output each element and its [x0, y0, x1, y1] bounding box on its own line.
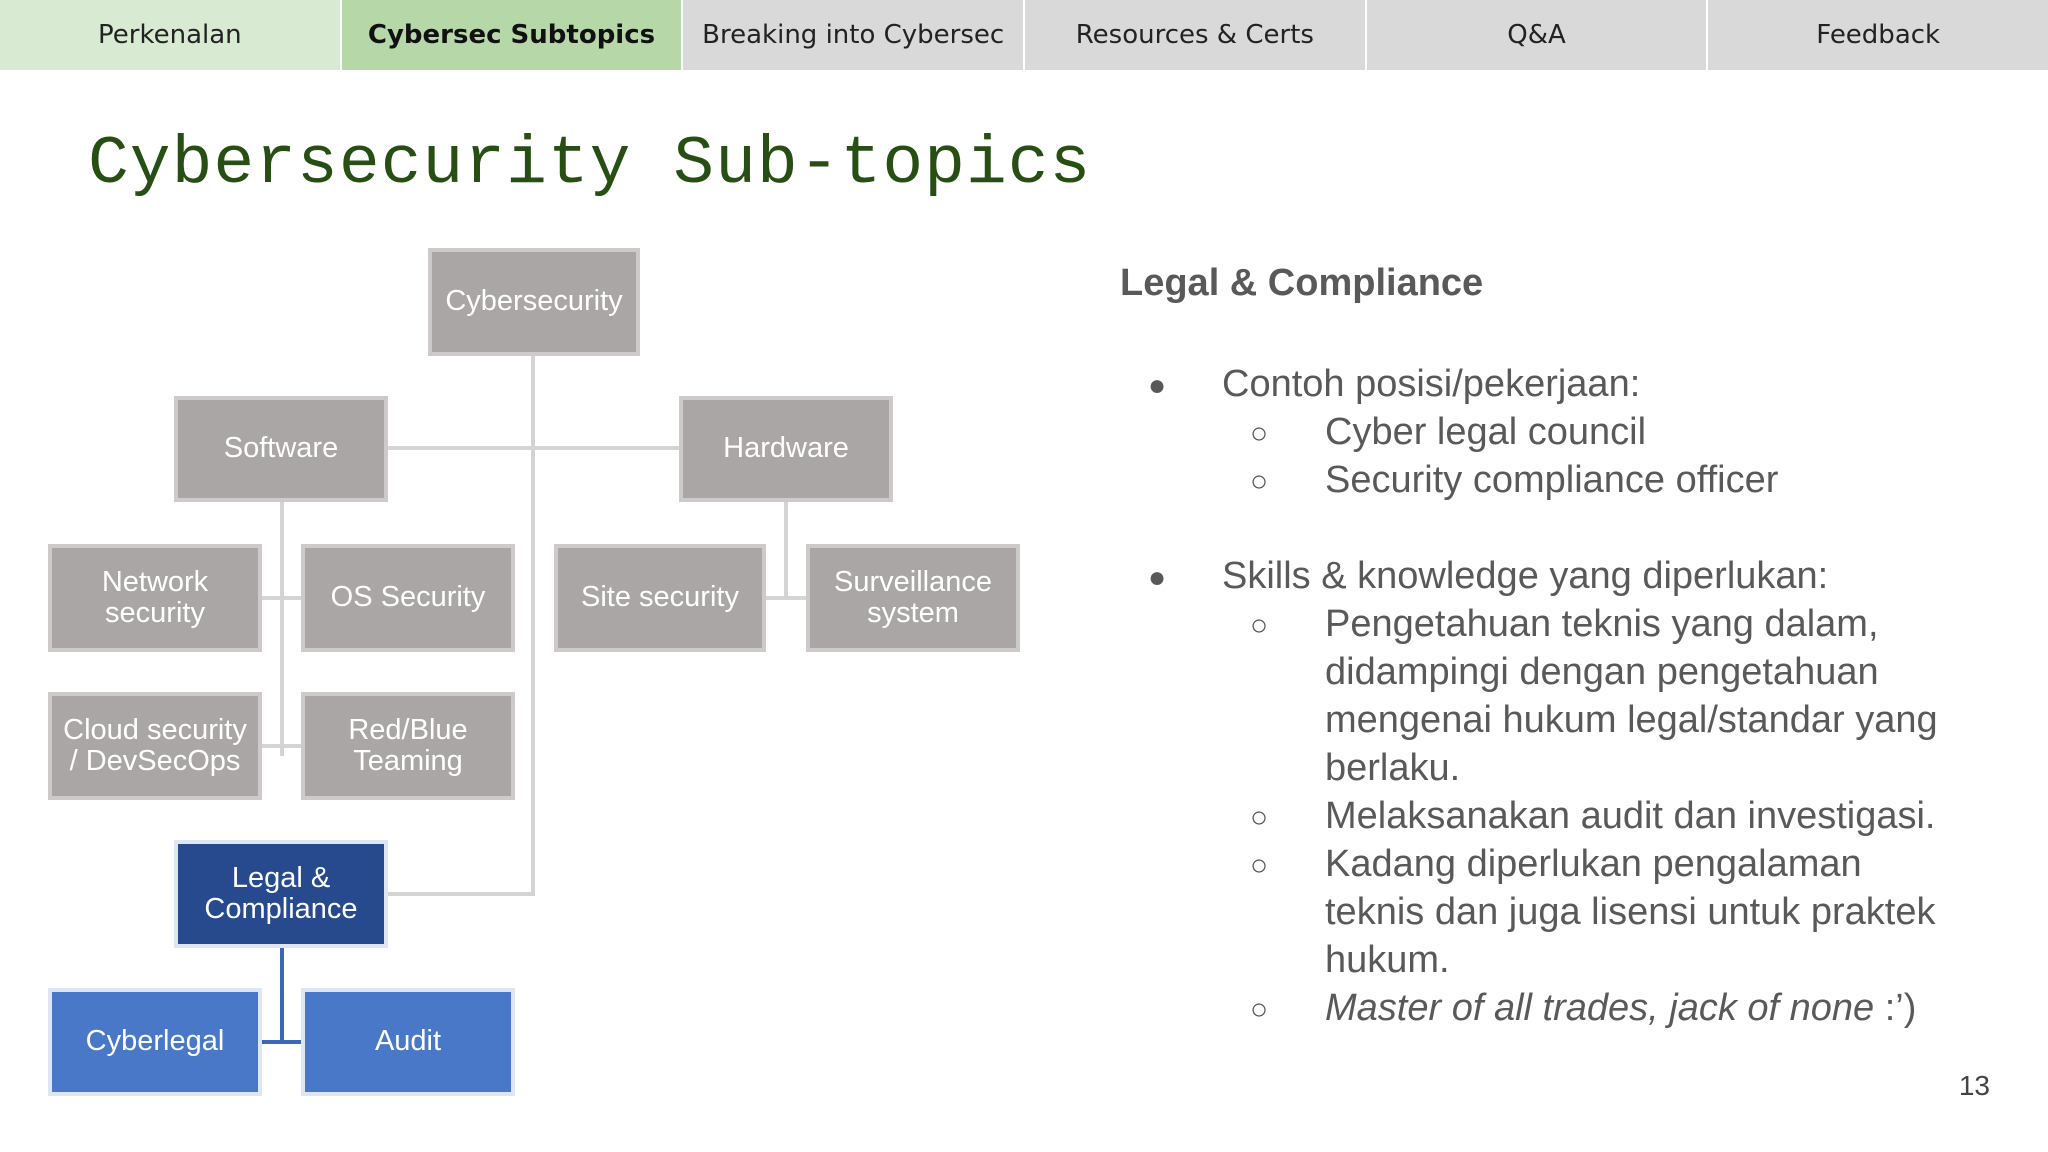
- connector-line: [386, 446, 682, 450]
- connector-line: [764, 596, 808, 600]
- sub-bullet-text: Pengetahuan teknis yang dalam,: [1325, 603, 1879, 645]
- tab-cybersec-subtopics[interactable]: Cybersec Subtopics: [342, 0, 684, 70]
- node-software: Software: [174, 396, 388, 502]
- node-network-security: Network security: [48, 544, 262, 652]
- sub-bullet-text: Security compliance officer: [1325, 459, 1779, 501]
- page-number: 13: [1958, 1070, 1990, 1101]
- bullet-circle-icon: ○: [1250, 465, 1269, 498]
- bullet-circle-icon: ○: [1250, 993, 1269, 1026]
- sub-bullet-text: mengenai hukum legal/standar yang: [1325, 699, 1938, 741]
- sub-bullet-text: didampingi dengan pengetahuan: [1325, 651, 1879, 693]
- node-os-security: OS Security: [301, 544, 515, 652]
- connector-line: [280, 946, 284, 1042]
- node-cybersecurity: Cybersecurity: [428, 248, 640, 356]
- connector-line: [784, 502, 788, 598]
- sub-bullet-text: Melaksanakan audit dan investigasi.: [1325, 795, 1936, 837]
- node-hardware: Hardware: [679, 396, 893, 502]
- connector-line: [260, 596, 302, 600]
- slide-title: Cybersecurity Sub-topics: [88, 126, 1092, 203]
- node-site-security: Site security: [554, 544, 766, 652]
- node-cyberlegal: Cyberlegal: [48, 988, 262, 1096]
- connector-line: [260, 744, 302, 748]
- connector-line: [531, 354, 535, 896]
- bullet-circle-icon: ○: [1250, 417, 1269, 450]
- tab-qa[interactable]: Q&A: [1367, 0, 1709, 70]
- sub-bullet-text: Cyber legal council: [1325, 411, 1647, 453]
- sub-bullet-text: hukum.: [1325, 939, 1450, 981]
- sub-bullet-text: berlaku.: [1325, 747, 1461, 789]
- bullet-label: Skills & knowledge yang diperlukan:: [1222, 555, 1829, 597]
- bullet-circle-icon: ○: [1250, 609, 1269, 642]
- connector-line: [259, 1040, 303, 1044]
- tab-resources-certs[interactable]: Resources & Certs: [1025, 0, 1367, 70]
- bullet-circle-icon: ○: [1250, 801, 1269, 834]
- sub-bullet-text: teknis dan juga lisensi untuk praktek: [1325, 891, 1936, 933]
- tab-feedback[interactable]: Feedback: [1708, 0, 2048, 70]
- sub-bullet-text: [1325, 984, 1916, 1032]
- node-audit: Audit: [301, 988, 515, 1096]
- bullet-label: Contoh posisi/pekerjaan:: [1222, 363, 1641, 405]
- tab-breaking-into-cybersec[interactable]: Breaking into Cybersec: [683, 0, 1025, 70]
- bullet-dot-icon: ●: [1148, 369, 1167, 402]
- connector-line: [384, 892, 535, 896]
- sub-bullet-text: Kadang diperlukan pengalaman: [1325, 843, 1862, 885]
- bullet-dot-icon: ●: [1148, 561, 1167, 594]
- node-red-blue-teaming: Red/Blue Teaming: [301, 692, 515, 800]
- connector-line: [280, 502, 284, 756]
- italic-phrase: Master of all trades, jack of none: [1325, 987, 1875, 1029]
- node-cloud-security: Cloud security / DevSecOps: [48, 692, 262, 800]
- node-surveillance-system: Surveillance system: [806, 544, 1020, 652]
- node-legal-compliance: Legal & Compliance: [174, 840, 388, 948]
- panel-heading: Legal & Compliance: [1120, 262, 1484, 304]
- tab-perkenalan[interactable]: Perkenalan: [0, 0, 342, 70]
- emoticon-text: :’): [1874, 987, 1917, 1029]
- bullet-circle-icon: ○: [1250, 849, 1269, 882]
